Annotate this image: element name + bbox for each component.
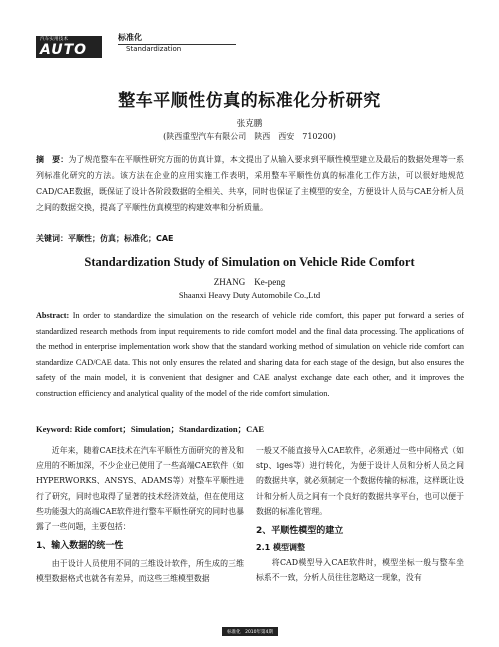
keywords-en-text: Ride comfort；Simulation；Standardization；CAE [74, 424, 265, 434]
page-footer: 标准化 2010年第4期 [222, 627, 278, 636]
abstract-en [36, 308, 464, 402]
body-column-right [256, 443, 464, 585]
abstract-en-text: In order to standardize the simulation on the research of vehicle ride comfort, this paper put forward a series of standardized research methods from input requirements to ride comfort model and the final data processing. The applications of the method in enterprise implementation work show that the standard working method of simulation on vehicle ride comfort can standardize CAD/CAE data. This not only ensures the related and sharing data for each stage of the design, but also ensures the safety of the main model, it is convenient that designer and CAE analyst exchange date each other, and it improves the construction efficiency and analytical quality of the model of the ride comfort simulation. [36, 311, 465, 398]
keywords-en-label: Keyword: [36, 424, 73, 434]
journal-logo [36, 36, 102, 58]
keywords-cn-text: 平顺性；仿真；标准化；CAE [68, 234, 174, 243]
section-heading: 1、输入数据的统一性 [36, 541, 124, 552]
keywords-cn [36, 233, 464, 244]
paper-title-en: Standardization Study of Simulation on Vehicle Ride Comfort [84, 255, 415, 269]
body-paragraph: 近年来，随着CAE技术在汽车平顺性方面研究的普及和应用的不断加深，不少企业已使用了一些高端CAE软件（如HYPERWORKS、ANSYS、ADAMS等）对整车平顺性进行了研究，同时也取得了显著的技术经济效益，但在使用这些功能强大的高端CAE软件进行整车平顺性研究的同时也暴露了一些问题，主要包括： [36, 446, 244, 532]
abstract-en-label: Abstract: [36, 311, 70, 320]
author-en: ZHANG Ke-peng [213, 277, 286, 287]
author-cn: 张克鹏 [236, 119, 263, 129]
abstract-cn-text: 为了规范整车在平顺性研究方面的仿真计算，本文提出了从输入要求到平顺性模型建立及最后的数据处理等一系列标准化研究的方法。该方法在企业的应用实施工作表明，采用整车平顺性仿真的标准化工作方法，可以很好地规范CAD/CAE数据，既保证了设计各阶段数据的全相关、共享，同时也保证了主模型的安全，方便设计人员与CAE分析人员之间的数据交换，提高了平顺性仿真模型的构建效率和分析质量。 [36, 155, 464, 212]
abstract-cn-label: 摘 要： [36, 155, 69, 164]
section-label-en: Standardization [126, 45, 182, 53]
subsection-heading: 2.1 模型调整 [256, 543, 305, 553]
body-column-left [36, 443, 244, 587]
logo-wordmark: AUTO [40, 42, 88, 58]
abstract-cn [36, 152, 464, 216]
affiliation-en: Shaanxi Heavy Duty Automobile Co.,Ltd [178, 290, 321, 300]
logo-subtitle: 汽车实用技术 [40, 37, 69, 42]
section-heading: 2、平顺性模型的建立 [256, 526, 344, 537]
journal-masthead [36, 30, 216, 70]
paper-title-cn: 整车平顺性仿真的标准化分析研究 [118, 91, 381, 111]
affiliation-cn: (陕西重型汽车有限公司 陕西 西安 710200) [163, 132, 336, 141]
body-paragraph: 由于设计人员使用不同的三维设计软件，所生成的三维模型数据格式也就各有差异，而这些三维模型数据 [36, 559, 244, 584]
keywords-cn-label: 关键词： [36, 234, 68, 243]
body-paragraph: 将CAD模型导入CAE软件时，模型坐标一般与整车坐标系不一致，分析人员往往忽略这一现象，没有 [256, 558, 464, 583]
body-paragraph: 一般又不能直接导入CAE软件，必须通过一些中间格式（如stp、iges等）进行转化，为便于设计人员和分析人员之间的数据共享，就必须制定一个数据传输的标准，这样既让设计和分析人员之间有一个良好的数据共享平台，也可以便于数据的标准化管理。 [256, 446, 464, 516]
keywords-en [36, 423, 464, 435]
section-label-cn: 标准化 [118, 33, 142, 42]
